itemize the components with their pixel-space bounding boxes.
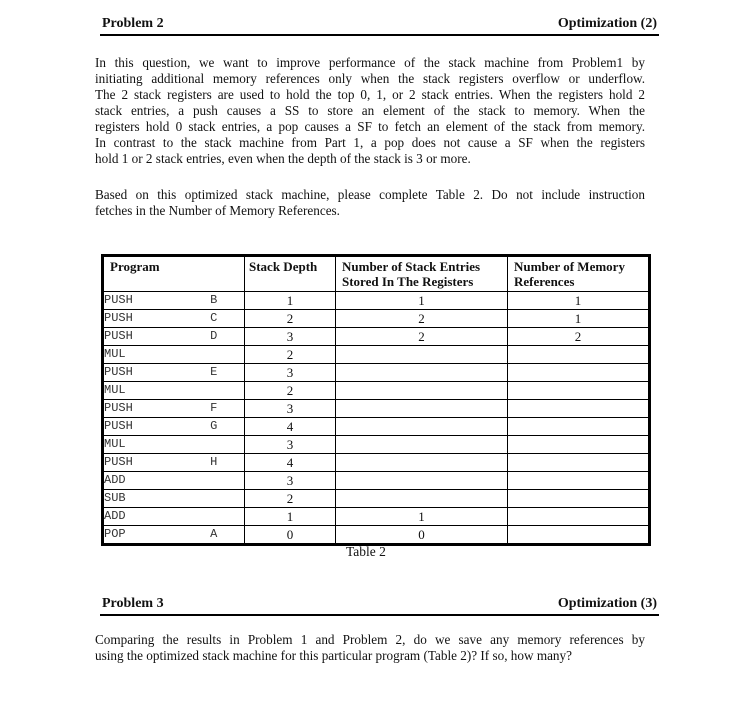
instruction-opcode: PUSH — [103, 310, 184, 328]
instruction-opcode: MUL — [103, 346, 184, 364]
table-row — [103, 346, 650, 364]
table-row — [103, 508, 650, 526]
memory-references-cell — [508, 364, 650, 382]
instruction-opcode: MUL — [103, 436, 184, 454]
text-line: fetches in the Number of Memory References. — [95, 203, 340, 218]
instruction-opcode: PUSH — [103, 328, 184, 346]
table-row — [103, 382, 650, 400]
problem2-paragraph-1 — [95, 55, 645, 167]
stack-entries-cell — [336, 454, 508, 472]
stack-depth-cell: 2 — [245, 310, 336, 328]
table-2 — [101, 254, 651, 546]
stack-depth-cell: 3 — [245, 328, 336, 346]
stack-depth-cell: 0 — [245, 526, 336, 545]
memory-references-cell: 1 — [508, 310, 650, 328]
instruction-operand: D — [184, 328, 245, 346]
stack-depth-cell: 2 — [245, 346, 336, 364]
instruction-opcode: PUSH — [103, 292, 184, 310]
header-memory-references-line2: References — [514, 274, 575, 289]
stack-depth-cell: 2 — [245, 382, 336, 400]
header-memory-references-line1: Number of Memory — [514, 259, 625, 274]
table-row — [103, 526, 650, 545]
memory-references-cell — [508, 454, 650, 472]
problem3-header — [100, 588, 659, 616]
header-stack-depth: Stack Depth — [245, 256, 336, 292]
header-program: Program — [103, 256, 184, 292]
stack-entries-cell — [336, 490, 508, 508]
instruction-opcode: PUSH — [103, 400, 184, 418]
instruction-opcode: MUL — [103, 382, 184, 400]
stack-entries-cell: 1 — [336, 292, 508, 310]
instruction-operand: A — [184, 526, 245, 545]
stack-depth-cell: 3 — [245, 472, 336, 490]
text-line: registers hold 0 stack entries, a pop causes a SF to fetch an element of the stack from memory. — [95, 119, 645, 134]
text-line: Comparing the results in Problem 1 and Problem 2, do we save any memory references by — [95, 632, 645, 647]
stack-depth-cell: 4 — [245, 454, 336, 472]
memory-references-cell — [508, 436, 650, 454]
stack-entries-cell — [336, 400, 508, 418]
table-row — [103, 436, 650, 454]
stack-depth-cell: 4 — [245, 418, 336, 436]
instruction-operand: E — [184, 364, 245, 382]
memory-references-cell — [508, 526, 650, 545]
table-row — [103, 310, 650, 328]
instruction-operand — [184, 508, 245, 526]
instruction-opcode: ADD — [103, 508, 184, 526]
memory-references-cell — [508, 508, 650, 526]
stack-entries-cell — [336, 382, 508, 400]
memory-references-cell — [508, 472, 650, 490]
table-row — [103, 400, 650, 418]
stack-entries-cell: 2 — [336, 328, 508, 346]
instruction-opcode: PUSH — [103, 364, 184, 382]
instruction-opcode: SUB — [103, 490, 184, 508]
stack-depth-cell: 1 — [245, 292, 336, 310]
memory-references-cell — [508, 418, 650, 436]
text-line: hold 1 or 2 stack entries, even when the depth of the stack is 3 or more. — [95, 151, 471, 166]
memory-references-cell: 1 — [508, 292, 650, 310]
table-header-row — [103, 256, 650, 292]
problem2-category: Optimization (2) — [557, 16, 657, 31]
text-line: In this question, we want to improve performance of the stack machine from Problem1 by — [95, 55, 645, 70]
problem3-title: Problem 3 — [102, 596, 164, 611]
table-row — [103, 472, 650, 490]
header-stack-entries-line1: Number of Stack Entries — [342, 259, 481, 274]
instruction-operand: F — [184, 400, 245, 418]
stack-depth-cell: 3 — [245, 436, 336, 454]
memory-references-cell — [508, 400, 650, 418]
instruction-opcode: PUSH — [103, 418, 184, 436]
instruction-operand: C — [184, 310, 245, 328]
memory-references-cell — [508, 382, 650, 400]
table-row — [103, 364, 650, 382]
stack-depth-cell: 3 — [245, 400, 336, 418]
instruction-operand — [184, 490, 245, 508]
stack-entries-cell — [336, 364, 508, 382]
text-line: Based on this optimized stack machine, please complete Table 2. Do not include instruction — [95, 187, 645, 202]
instruction-operand: H — [184, 454, 245, 472]
problem2-title: Problem 2 — [102, 16, 164, 31]
stack-depth-cell: 1 — [245, 508, 336, 526]
stack-entries-cell: 0 — [336, 526, 508, 545]
table-body — [103, 292, 650, 545]
text-line: stack entries, a push causes a SS to store an element of the stack to memory. When the — [95, 103, 645, 118]
instruction-operand: B — [184, 292, 245, 310]
stack-depth-cell: 3 — [245, 364, 336, 382]
instruction-operand — [184, 436, 245, 454]
memory-references-cell: 2 — [508, 328, 650, 346]
memory-references-cell — [508, 490, 650, 508]
table-row — [103, 292, 650, 310]
problem2-paragraph-2 — [95, 187, 645, 219]
header-memory-references — [508, 256, 650, 292]
text-line: initiating additional memory references only when the stack registers overflow or underflow. — [95, 71, 645, 86]
header-stack-entries — [336, 256, 508, 292]
instruction-operand — [184, 382, 245, 400]
text-line: The 2 stack registers are used to hold the top 0, 1, or 2 stack entries. When the registers hold 2 — [95, 87, 645, 102]
table-row — [103, 490, 650, 508]
text-line: In contrast to the stack machine from Part 1, a pop does not cause a SF when the registers — [95, 135, 645, 150]
instruction-opcode: ADD — [103, 472, 184, 490]
problem3-paragraph — [95, 632, 645, 664]
stack-entries-cell — [336, 436, 508, 454]
instruction-opcode: POP — [103, 526, 184, 545]
instruction-operand — [184, 346, 245, 364]
table-caption: Table 2 — [346, 544, 386, 559]
instruction-operand — [184, 472, 245, 490]
header-stack-entries-line2: Stored In The Registers — [342, 274, 474, 289]
stack-entries-cell — [336, 418, 508, 436]
memory-references-cell — [508, 346, 650, 364]
table-row — [103, 454, 650, 472]
instruction-operand: G — [184, 418, 245, 436]
stack-entries-cell: 1 — [336, 508, 508, 526]
stack-entries-cell — [336, 346, 508, 364]
text-line: using the optimized stack machine for this particular program (Table 2)? If so, how many? — [95, 648, 572, 663]
problem2-header — [100, 8, 659, 36]
stack-entries-cell: 2 — [336, 310, 508, 328]
stack-depth-cell: 2 — [245, 490, 336, 508]
header-program-spacer — [184, 256, 245, 292]
instruction-opcode: PUSH — [103, 454, 184, 472]
table-row — [103, 328, 650, 346]
stack-entries-cell — [336, 472, 508, 490]
table-row — [103, 418, 650, 436]
problem3-category: Optimization (3) — [557, 596, 657, 611]
